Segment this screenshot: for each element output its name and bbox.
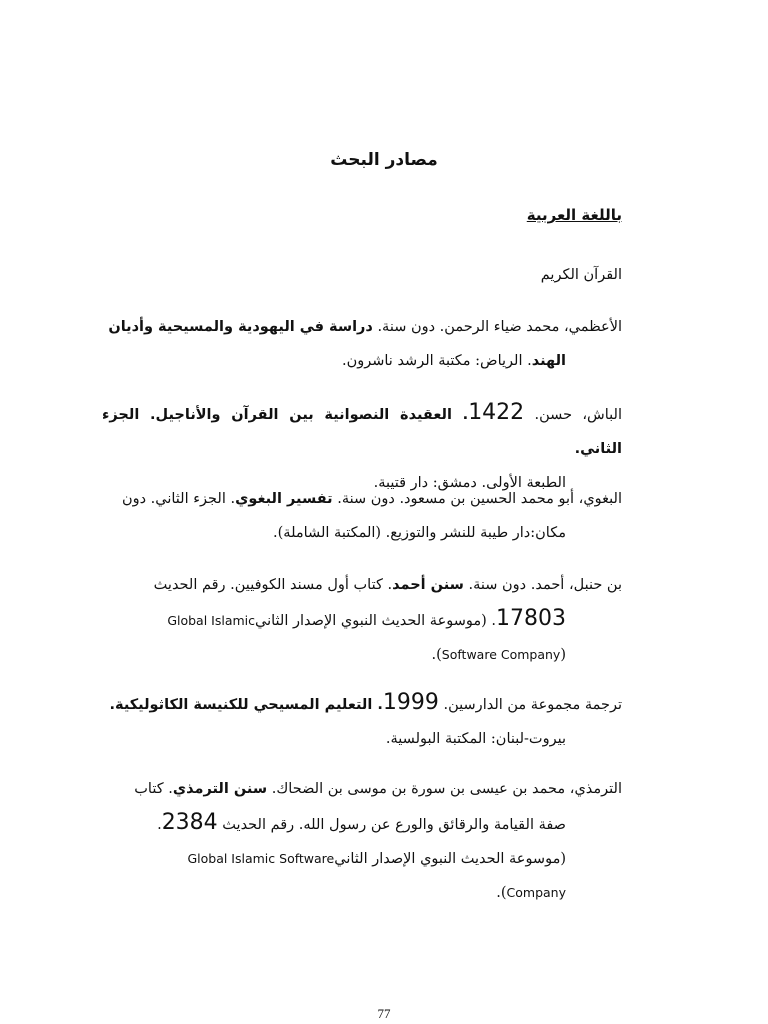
entry-publisher: مكان:دار طيبة للنشر والتوزيع. (المكتبة الشاملة). — [273, 525, 566, 541]
entry-author: ترجمة مجموعة من الدارسين. — [438, 697, 622, 713]
entry-title: سنن الترمذي — [172, 781, 268, 797]
entry-hadith-number: 2384 — [161, 810, 218, 835]
quran-entry — [102, 258, 622, 292]
entry-source-latin-cont: Software Company — [441, 647, 561, 662]
entry-title-cont: الهند — [531, 353, 566, 369]
entry-publisher: بيروت-لبنان: المكتبة البولسية. — [385, 731, 566, 747]
quran-text: القرآن الكريم — [540, 267, 622, 283]
bibliography-entry — [102, 568, 622, 672]
bibliography-entry — [102, 482, 622, 550]
entry-author: الترمذي، محمد بن عيسى بن سورة بن موسى بن الضحاك. — [267, 781, 622, 797]
entry-detail: . كتاب أول مسند الكوفيين. رقم الحديث — [153, 577, 393, 593]
entry-author: البغوي، أبو محمد الحسين بن مسعود. دون سنة. — [332, 491, 622, 507]
entry-source: (موسوعة الحديث النبوي الإصدار الثاني — [334, 851, 566, 867]
entry-year: 1422 — [468, 400, 525, 425]
entry-source-latin: Global Islamic Software — [187, 851, 335, 866]
entry-source-latin-cont: Company — [506, 885, 566, 900]
bibliography-entry — [102, 772, 622, 910]
page-number: 77 — [377, 1006, 391, 1021]
entry-volume: . الجزء الثاني. دون — [121, 491, 236, 507]
entry-title: سنن أحمد — [392, 577, 464, 593]
bibliography-entry — [102, 310, 622, 378]
entry-paren-open: ( — [560, 647, 566, 663]
entry-source-latin: Global Islamic — [167, 613, 256, 628]
page-title: مصادر البحث — [330, 150, 438, 170]
entry-period: . — [157, 817, 162, 833]
entry-source: . (موسوعة الحديث النبوي الإصدار الثاني — [255, 613, 496, 629]
bibliography-entry — [102, 686, 622, 756]
entry-title: . التعليم المسيحي للكنيسة الكاثوليكية. — [109, 697, 383, 713]
entry-detail: صفة القيامة والرقائق والورع عن رسول الله. رقم الحديث — [217, 817, 566, 833]
entry-title: . العقيدة النصوانية بين القرآن والأناجيل. الجزء الثاني. — [102, 407, 622, 457]
entry-publisher: . الرياض: مكتبة الرشد ناشرون. — [341, 353, 532, 369]
entry-author: الباش، حسن. — [524, 407, 622, 423]
entry-hadith-number: 17803 — [496, 606, 566, 631]
entry-title: دراسة في اليهودية والمسيحية وأديان — [108, 319, 373, 335]
entry-paren-close: ). — [496, 885, 507, 901]
section-heading: باللغة العربية — [526, 206, 622, 224]
entry-paren-close: ). — [431, 647, 442, 663]
entry-book: . كتاب — [134, 781, 173, 797]
entry-author: الأعظمي، محمد ضياء الرحمن. دون سنة. — [372, 319, 622, 335]
entry-publisher: الطبعة الأولى. دمشق: دار قتيبة. — [373, 475, 566, 491]
entry-year: 1999 — [382, 690, 439, 715]
entry-title: تفسير البغوي — [235, 491, 333, 507]
entry-author: بن حنبل، أحمد. دون سنة. — [463, 577, 622, 593]
